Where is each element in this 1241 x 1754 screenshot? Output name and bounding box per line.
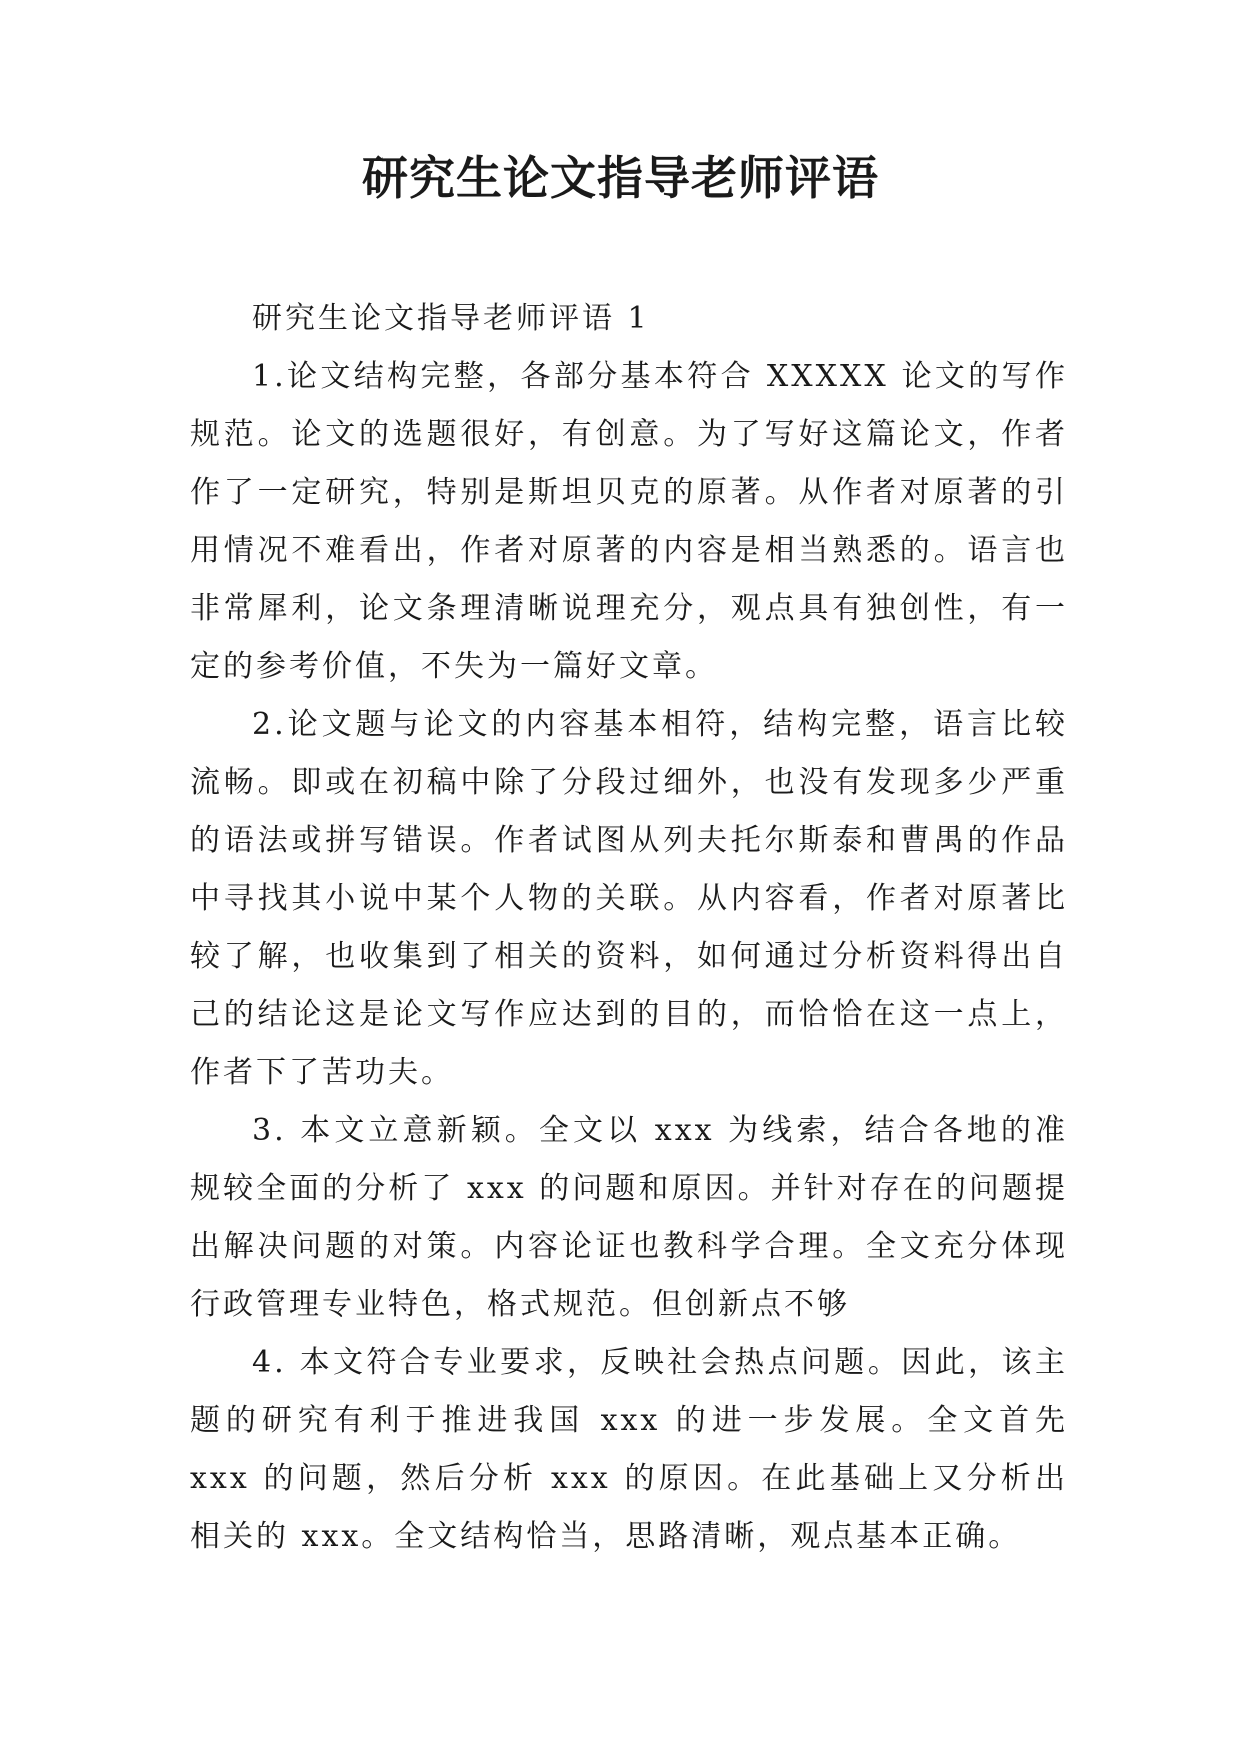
document-title: 研究生论文指导老师评语 [362, 151, 879, 205]
comment-paragraph-2: 2.论文题与论文的内容基本相符，结构完整，语言比较流畅。即或在初稿中除了分段过细外，也没有发现多少严重的语法或拼写错误。作者试图从列夫托尔斯泰和曹禺的作品中寻找其小说中某个人物的关联。从内容看，作者对原著比较了解，也收集到了相关的资料，如何通过分析资料得出自己的结论这是论文写作应达到的目的，而恰恰在这一点上，作者下了苦功夫。 [190, 707, 1068, 1090]
comment-paragraph-4: 4. 本文符合专业要求，反映社会热点问题。因此，该主题的研究有利于推进我国 xxx 的进一步发展。全文首先 xxx 的问题，然后分析 xxx 的原因。在此基础上又分析出相关的 xxx。全文结构恰当，思路清晰，观点基本正确。 [190, 1345, 1068, 1554]
document-body [190, 290, 1068, 1566]
section-heading: 研究生论文指导老师评语 1 [252, 301, 650, 336]
comment-paragraph-3: 3. 本文立意新颖。全文以 xxx 为线索，结合各地的准规较全面的分析了 xxx 的问题和原因。并针对存在的问题提出解决问题的对策。内容论证也教科学合理。全文充分体现行政管理专业特色，格式规范。但创新点不够 [190, 1113, 1068, 1322]
comment-paragraph-1: 1.论文结构完整，各部分基本符合 XXXXX 论文的写作规范。论文的选题很好，有创意。为了写好这篇论文，作者作了一定研究，特别是斯坦贝克的原著。从作者对原著的引用情况不难看出，作者对原著的内容是相当熟悉的。语言也非常犀利，论文条理清晰说理充分，观点具有独创性，有一定的参考价值，不失为一篇好文章。 [190, 359, 1068, 684]
